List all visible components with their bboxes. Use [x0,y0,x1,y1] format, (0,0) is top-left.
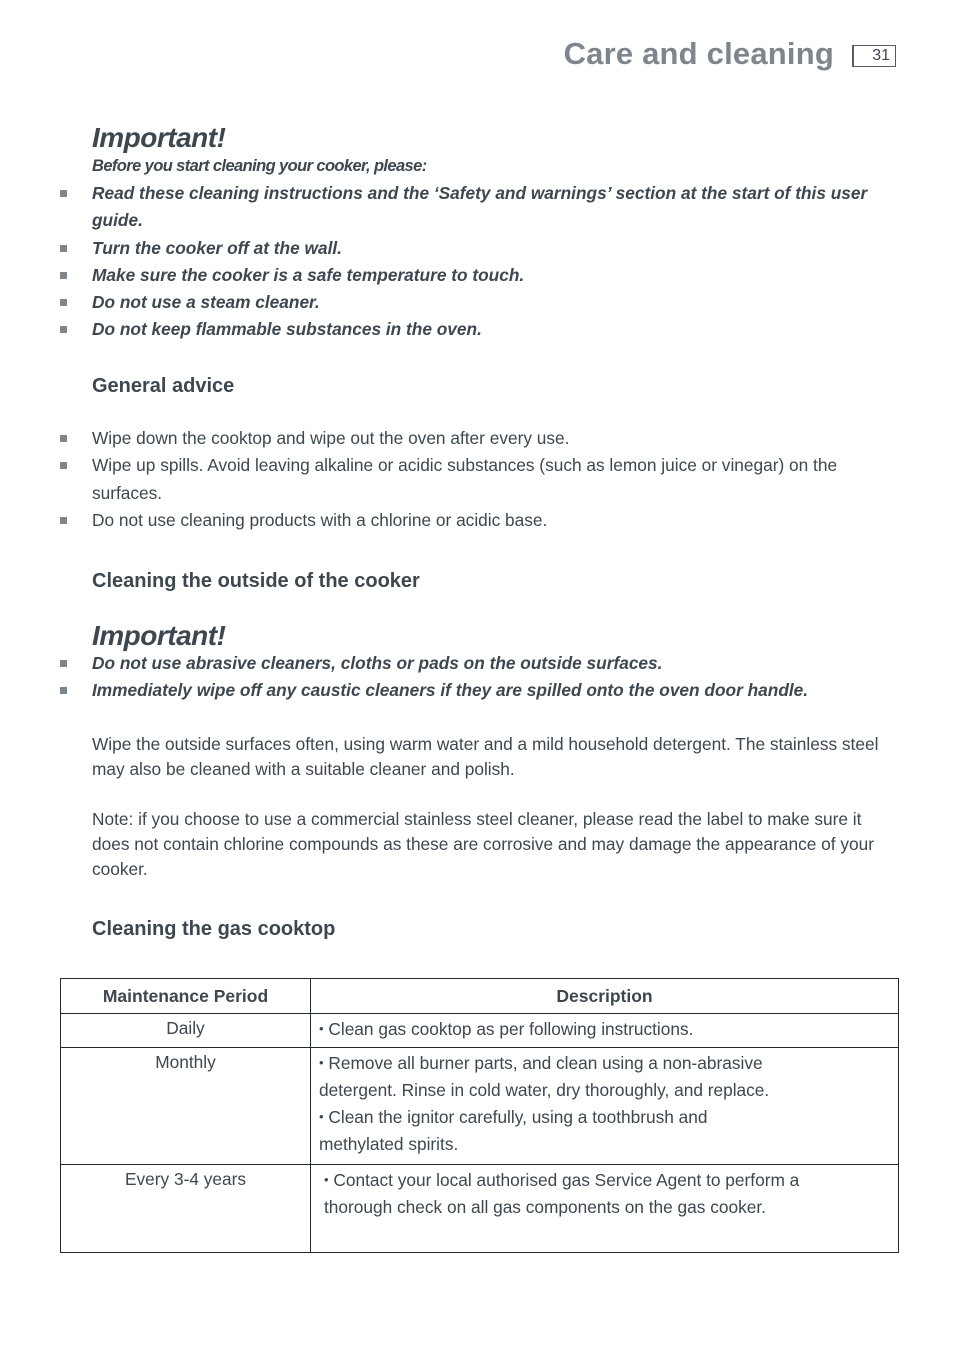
period-cell: Every 3-4 years [61,1165,311,1253]
general-advice-section [92,373,882,534]
section-heading-gas-cooktop: Cleaning the gas cooktop [92,918,336,940]
description-item: • Clean the ignitor carefully, using a toothbrush and methylated spirits. [319,1107,708,1154]
square-bullet-icon [60,190,67,197]
list-item: Read these cleaning instructions and the ‘Safety and warnings’ section at the start of this user guide. [92,180,882,235]
description-item: • Clean gas cooktop as per following instructions. [319,1019,694,1039]
table-row [61,1165,899,1253]
list-item: Do not use abrasive cleaners, cloths or pads on the outside surfaces. [92,650,882,677]
table-header-row [61,979,899,1014]
column-header-description: Description [311,979,899,1014]
table-row [61,1014,899,1048]
section-heading-general-advice: General advice [92,375,235,397]
important-title: Important! [92,122,226,153]
list-item: Do not use a steam cleaner. [92,289,882,316]
square-bullet-icon [60,245,67,252]
column-header-period: Maintenance Period [61,979,311,1014]
period-cell: Monthly [61,1048,311,1165]
section-heading-outside: Cleaning the outside of the cooker [92,570,420,592]
square-bullet-icon [60,435,67,442]
square-bullet-icon [60,687,67,694]
list-item: Do not use cleaning products with a chlorine or acidic base. [92,507,882,534]
outside-section [92,568,882,882]
period-cell: Daily [61,1014,311,1048]
general-advice-list [92,425,882,534]
page-header [564,32,896,76]
page-title: Care and cleaning [563,36,834,71]
list-item: Wipe down the cooktop and wipe out the oven after every use. [92,425,882,452]
outside-important-list [92,650,882,705]
list-item: Make sure the cooker is a safe temperature to touch. [92,262,882,289]
square-bullet-icon [60,660,67,667]
square-bullet-icon [60,299,67,306]
description-cell [311,1165,899,1253]
gas-cooktop-section [92,916,882,942]
description-cell [311,1048,899,1165]
list-item: Turn the cooker off at the wall. [92,235,882,262]
square-bullet-icon [60,462,67,469]
list-item: Immediately wipe off any caustic cleaners if they are spilled onto the oven door handle. [92,677,882,704]
square-bullet-icon [60,326,67,333]
page-number: 31 [852,45,896,67]
description-item: • Remove all burner parts, and clean using a non-abrasive detergent. Rinse in cold water, dry thoroughly, and replace. [319,1053,770,1100]
square-bullet-icon [60,517,67,524]
outside-paragraph-1: Wipe the outside surfaces often, using warm water and a mild household detergent. The stainless steel may also be cleaned with a suitable cleaner and polish. [92,733,879,779]
important-list [92,180,882,344]
important-block-1 [92,122,882,344]
description-item: • Contact your local authorised gas Service Agent to perform a thorough check on all gas components on the gas cooker. [324,1170,800,1217]
maintenance-table [60,978,899,1253]
outside-note-paragraph: Note: if you choose to use a commercial stainless steel cleaner, please read the label to make sure it does not contain chlorine compounds as these are corrosive and may damage the appearance of your cooker. [92,808,874,879]
important-title-outside: Important! [92,620,226,651]
description-cell [311,1014,899,1048]
table-row [61,1048,899,1165]
square-bullet-icon [60,272,67,279]
list-item: Do not keep flammable substances in the oven. [92,316,882,343]
important-lead: Before you start cleaning your cooker, please: [92,157,427,175]
list-item: Wipe up spills. Avoid leaving alkaline or acidic substances (such as lemon juice or vinegar) on the surfaces. [92,452,882,507]
